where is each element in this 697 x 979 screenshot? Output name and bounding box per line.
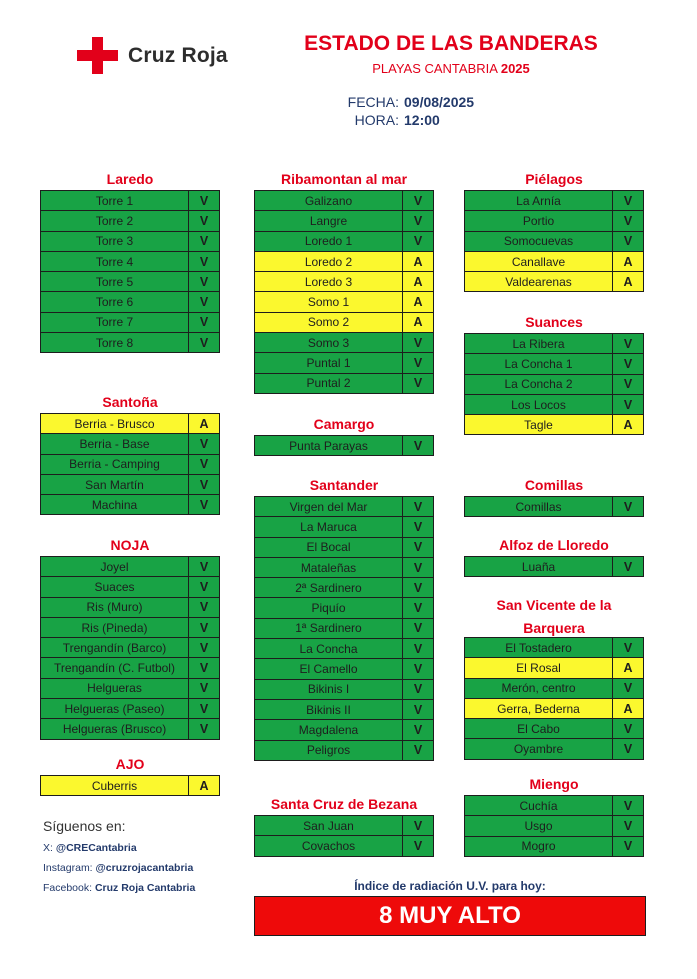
follow-title: Síguenos en: (43, 818, 126, 834)
table-row (255, 312, 434, 332)
flag-status: V (403, 353, 434, 373)
subtitle-year: 2025 (500, 61, 530, 76)
time-label: HORA: (354, 112, 399, 128)
beach-name: Langre (255, 211, 403, 231)
flag-status: V (613, 394, 644, 414)
beach-name: Torre 5 (41, 272, 189, 292)
table-row (255, 816, 434, 836)
beach-table-santona (40, 413, 220, 515)
flag-status: V (403, 679, 434, 699)
table-row (41, 231, 220, 251)
table-row (255, 211, 434, 231)
flag-status: V (403, 618, 434, 638)
beach-name: Piquío (255, 598, 403, 618)
flag-status: V (403, 333, 434, 353)
flag-status: V (613, 557, 644, 577)
beach-name: Mataleñas (255, 557, 403, 577)
table-row (41, 617, 220, 637)
table-row (465, 374, 644, 394)
beach-name: Somocuevas (465, 231, 613, 251)
flag-status: V (189, 312, 220, 332)
beach-name: Tagle (465, 415, 613, 435)
flag-status: V (613, 191, 644, 211)
x-label: X: (43, 842, 53, 854)
beach-name: Virgen del Mar (255, 497, 403, 517)
beach-name: Ris (Pineda) (41, 617, 189, 637)
section-title-line: Camargo (313, 416, 375, 432)
subtitle-prefix: PLAYAS CANTABRIA (372, 61, 498, 76)
beach-table-pielagos (464, 190, 644, 292)
section-title-camargo (254, 416, 434, 433)
section-title-line: Suances (525, 314, 583, 330)
table-row (41, 597, 220, 617)
table-row (465, 272, 644, 292)
table-row (255, 618, 434, 638)
table-row (465, 211, 644, 231)
table-row (465, 638, 644, 658)
section-title-line: Miengo (529, 776, 579, 792)
table-row (255, 333, 434, 353)
flag-status: A (613, 251, 644, 271)
flag-status: V (613, 334, 644, 354)
beach-name: Somo 3 (255, 333, 403, 353)
uv-label: Índice de radiación U.V. para hoy: (354, 879, 546, 893)
beach-name: Usgo (465, 816, 613, 836)
flag-status: V (189, 474, 220, 494)
table-row (465, 698, 644, 718)
section-title-line: Comillas (524, 477, 584, 493)
flag-status: V (189, 454, 220, 474)
beach-name: Ris (Muro) (41, 597, 189, 617)
flag-status: A (189, 414, 220, 434)
table-row (41, 292, 220, 312)
table-row (41, 678, 220, 698)
flag-status: V (403, 598, 434, 618)
section-title-line: Alfoz de Lloredo (499, 537, 609, 553)
table-row (255, 720, 434, 740)
beach-name: La Maruca (255, 517, 403, 537)
beach-name: Somo 2 (255, 312, 403, 332)
flag-status: V (403, 517, 434, 537)
beach-name: La Concha 2 (465, 374, 613, 394)
beach-name: Puntal 1 (255, 353, 403, 373)
section-title-alfoz (464, 537, 644, 554)
flag-status: V (403, 639, 434, 659)
beach-name: Comillas (465, 497, 613, 517)
date-label: FECHA: (347, 94, 399, 110)
beach-name: Magdalena (255, 720, 403, 740)
instagram-account (43, 862, 193, 874)
section-title-line: AJO (115, 756, 145, 772)
beach-name: Torre 2 (41, 211, 189, 231)
beach-name: El Tostadero (465, 638, 613, 658)
beach-name: Bikinis II (255, 699, 403, 719)
beach-name: Suaces (41, 577, 189, 597)
table-row (255, 836, 434, 856)
flag-status: V (189, 231, 220, 251)
beach-name: La Arnía (465, 191, 613, 211)
flag-status: V (189, 292, 220, 312)
flag-status: V (189, 597, 220, 617)
section-title-ribamontan (254, 171, 434, 188)
flag-status: V (403, 191, 434, 211)
uv-index-value: 8 MUY ALTO (254, 896, 646, 936)
table-row (465, 415, 644, 435)
beach-name: Valdearenas (465, 272, 613, 292)
beach-name: El Bocal (255, 537, 403, 557)
facebook-account (43, 882, 195, 894)
beach-table-comillas (464, 496, 644, 517)
beach-name: San Juan (255, 816, 403, 836)
beach-name: Cuberris (41, 776, 189, 796)
section-title-noja (40, 537, 220, 554)
flag-status: V (613, 211, 644, 231)
table-row (255, 251, 434, 271)
flag-status: V (403, 436, 434, 456)
x-handle[interactable]: @CRECantabria (55, 842, 137, 854)
table-row (41, 495, 220, 515)
beach-table-sanvicente (464, 637, 644, 760)
table-row (255, 659, 434, 679)
table-row (41, 191, 220, 211)
flag-status: A (189, 776, 220, 796)
flag-status: A (613, 658, 644, 678)
flag-status: V (613, 719, 644, 739)
cruz-roja-logo (77, 37, 228, 74)
table-row (255, 740, 434, 760)
beach-name: Berria - Camping (41, 454, 189, 474)
table-row (465, 191, 644, 211)
beach-name: Cuchía (465, 796, 613, 816)
beach-name: El Rosal (465, 658, 613, 678)
table-row (41, 638, 220, 658)
section-title-santona (40, 394, 220, 411)
flag-status: V (403, 497, 434, 517)
table-row (465, 739, 644, 759)
section-title-miengo (464, 776, 644, 793)
table-row (41, 333, 220, 353)
beach-name: El Cabo (465, 719, 613, 739)
beach-name: Gerra, Bederna (465, 698, 613, 718)
beach-table-suances (464, 333, 644, 435)
beach-name: La Concha (255, 639, 403, 659)
table-row (465, 836, 644, 856)
flag-status: V (189, 638, 220, 658)
beach-name: Oyambre (465, 739, 613, 759)
table-row (41, 719, 220, 739)
table-row (465, 231, 644, 251)
flag-status: V (189, 557, 220, 577)
beach-table-santander (254, 496, 434, 761)
flag-status: V (189, 333, 220, 353)
table-row (41, 658, 220, 678)
flag-status: V (189, 678, 220, 698)
beach-name: Somo 1 (255, 292, 403, 312)
table-row (465, 658, 644, 678)
flag-status: V (613, 374, 644, 394)
table-row (41, 577, 220, 597)
beach-name: Merón, centro (465, 678, 613, 698)
table-row (255, 679, 434, 699)
section-title-comillas (464, 477, 644, 494)
section-title-sanvicente (464, 594, 644, 640)
section-title-ajo (40, 756, 220, 773)
flag-status: V (403, 699, 434, 719)
instagram-handle[interactable]: @cruzrojacantabria (95, 862, 194, 874)
table-row (465, 557, 644, 577)
table-row (255, 598, 434, 618)
beach-table-laredo (40, 190, 220, 353)
beach-name: Peligros (255, 740, 403, 760)
beach-name: Machina (41, 495, 189, 515)
section-title-laredo (40, 171, 220, 188)
flag-status: V (613, 816, 644, 836)
beach-table-ribamontan (254, 190, 434, 394)
beach-name: Torre 4 (41, 251, 189, 271)
flag-status: V (403, 659, 434, 679)
beach-name: Puntal 2 (255, 373, 403, 393)
section-title-pielagos (464, 171, 644, 188)
flag-status: V (403, 211, 434, 231)
beach-name: La Ribera (465, 334, 613, 354)
section-title-bezana (254, 796, 434, 813)
flag-status: V (403, 231, 434, 251)
beach-name: Covachos (255, 836, 403, 856)
beach-name: Bikinis I (255, 679, 403, 699)
flag-status: A (403, 251, 434, 271)
beach-name: Helgueras (41, 678, 189, 698)
section-title-line: Ribamontan al mar (280, 171, 408, 187)
date-row (300, 94, 600, 110)
beach-name: Torre 7 (41, 312, 189, 332)
flag-status: V (403, 740, 434, 760)
table-row (255, 292, 434, 312)
beach-name: Torre 3 (41, 231, 189, 251)
date-value: 09/08/2025 (404, 94, 475, 110)
section-title-line: Barquera (523, 620, 585, 636)
beach-name: Torre 6 (41, 292, 189, 312)
table-row (41, 557, 220, 577)
beach-name: Trengandín (C. Futbol) (41, 658, 189, 678)
facebook-label: Facebook: (43, 882, 93, 894)
flag-status: V (613, 231, 644, 251)
flag-status: V (403, 373, 434, 393)
table-row (465, 816, 644, 836)
table-row (41, 776, 220, 796)
table-row (255, 272, 434, 292)
page-title: ESTADO DE LAS BANDERAS (304, 32, 598, 55)
flag-status: V (189, 251, 220, 271)
beach-name: Helgueras (Paseo) (41, 699, 189, 719)
flag-status: V (613, 497, 644, 517)
beach-name: 1ª Sardinero (255, 618, 403, 638)
flag-status: V (189, 699, 220, 719)
table-row (41, 454, 220, 474)
beach-name: Canallave (465, 251, 613, 271)
facebook-handle[interactable]: Cruz Roja Cantabria (94, 882, 196, 894)
table-row (255, 639, 434, 659)
flag-status: V (403, 816, 434, 836)
table-row (255, 557, 434, 577)
section-title-line: NOJA (110, 537, 150, 553)
flag-status: A (403, 272, 434, 292)
beach-name: Berria - Base (41, 434, 189, 454)
flag-status: A (403, 292, 434, 312)
beach-name: Loredo 3 (255, 272, 403, 292)
table-row (41, 474, 220, 494)
beach-name: Mogro (465, 836, 613, 856)
beach-name: San Martín (41, 474, 189, 494)
table-row (41, 211, 220, 231)
time-value: 12:00 (404, 112, 440, 128)
table-row (465, 251, 644, 271)
section-title-santander (254, 477, 434, 494)
beach-name: Berria - Brusco (41, 414, 189, 434)
beach-name: Joyel (41, 557, 189, 577)
beach-name: Galizano (255, 191, 403, 211)
beach-name: Punta Parayas (255, 436, 403, 456)
table-row (255, 537, 434, 557)
table-row (465, 719, 644, 739)
flag-status: A (613, 698, 644, 718)
red-cross-icon (77, 37, 118, 74)
table-row (41, 312, 220, 332)
beach-name: Los Locos (465, 394, 613, 414)
table-row (255, 578, 434, 598)
table-row (255, 191, 434, 211)
flag-status: V (189, 617, 220, 637)
flag-status: V (403, 557, 434, 577)
table-row (465, 394, 644, 414)
beach-name: La Concha 1 (465, 354, 613, 374)
page-subtitle (262, 61, 640, 76)
flag-status: V (189, 434, 220, 454)
flag-status: V (613, 836, 644, 856)
beach-name: Luaña (465, 557, 613, 577)
beach-table-ajo (40, 775, 220, 796)
beach-name: 2ª Sardinero (255, 578, 403, 598)
beach-name: Torre 8 (41, 333, 189, 353)
flag-status: V (613, 796, 644, 816)
flag-status: V (189, 577, 220, 597)
flag-status: V (613, 678, 644, 698)
flag-status: V (403, 578, 434, 598)
table-row (465, 354, 644, 374)
section-title-suances (464, 314, 644, 331)
flag-status: V (403, 720, 434, 740)
flag-status: V (189, 272, 220, 292)
flag-status: V (613, 354, 644, 374)
flag-status: V (613, 739, 644, 759)
table-row (465, 678, 644, 698)
flag-status: V (189, 495, 220, 515)
beach-name: Helgueras (Brusco) (41, 719, 189, 739)
beach-table-alfoz (464, 556, 644, 577)
beach-table-miengo (464, 795, 644, 857)
logo-text: Cruz Roja (128, 43, 228, 67)
section-title-line: Laredo (106, 171, 154, 187)
table-row (465, 334, 644, 354)
beach-name: Torre 1 (41, 191, 189, 211)
table-row (465, 497, 644, 517)
time-row (300, 112, 600, 128)
flag-status: V (189, 211, 220, 231)
table-row (41, 272, 220, 292)
table-row (255, 373, 434, 393)
flag-status: A (403, 312, 434, 332)
table-row (255, 517, 434, 537)
table-row (465, 796, 644, 816)
flag-status: V (189, 719, 220, 739)
table-row (255, 436, 434, 456)
flag-status: A (613, 415, 644, 435)
table-row (41, 434, 220, 454)
table-row (255, 353, 434, 373)
beach-name: Portio (465, 211, 613, 231)
beach-name: El Camello (255, 659, 403, 679)
table-row (41, 251, 220, 271)
section-title-line: Piélagos (525, 171, 583, 187)
section-title-line: Santander (309, 477, 379, 493)
instagram-label: Instagram: (43, 862, 93, 874)
beach-table-bezana (254, 815, 434, 857)
beach-table-camargo (254, 435, 434, 456)
section-title-line: Santa Cruz de Bezana (270, 796, 418, 812)
beach-table-noja (40, 556, 220, 740)
flag-status: A (613, 272, 644, 292)
table-row (41, 414, 220, 434)
flag-status: V (189, 658, 220, 678)
beach-name: Loredo 1 (255, 231, 403, 251)
table-row (41, 699, 220, 719)
section-title-line: San Vicente de la (496, 597, 612, 613)
table-row (255, 699, 434, 719)
x-account (43, 842, 137, 854)
table-row (255, 497, 434, 517)
section-title-line: Santoña (102, 394, 158, 410)
beach-name: Trengandín (Barco) (41, 638, 189, 658)
flag-status: V (403, 836, 434, 856)
flag-status: V (613, 638, 644, 658)
beach-name: Loredo 2 (255, 251, 403, 271)
flag-status: V (403, 537, 434, 557)
table-row (255, 231, 434, 251)
flag-status: V (189, 191, 220, 211)
